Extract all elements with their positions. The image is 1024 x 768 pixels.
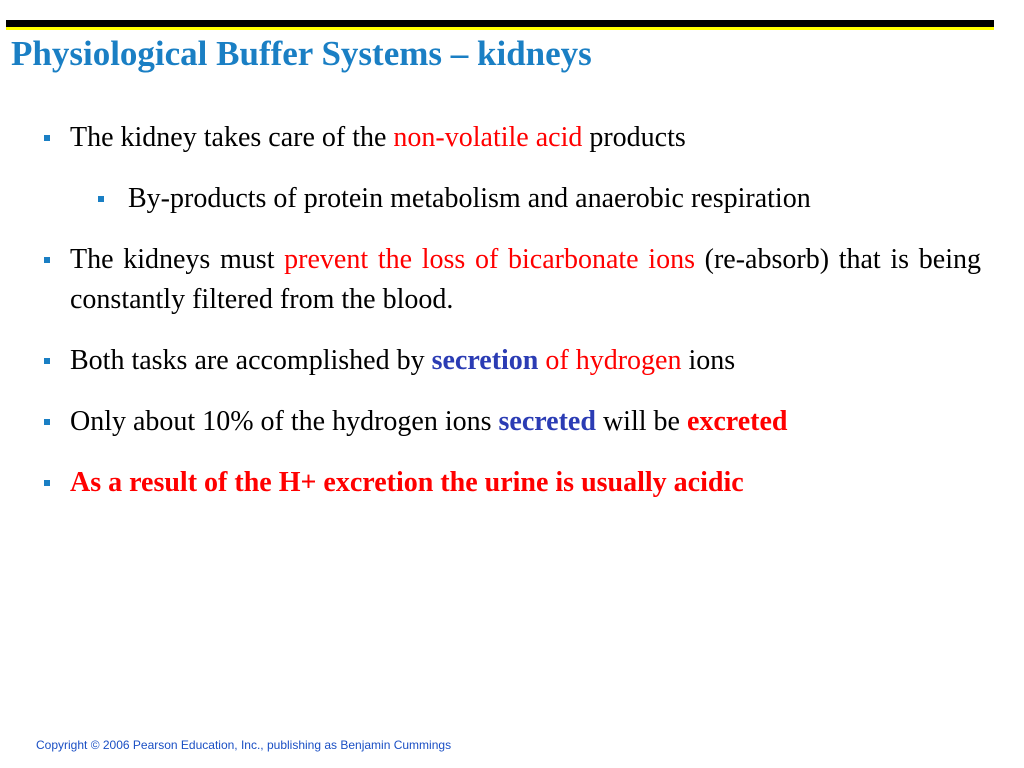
conclusion-text: As a result of the H+ excretion the urine is usually acidic — [70, 467, 744, 498]
bullet-item — [40, 341, 981, 381]
bullet-text: products — [582, 122, 686, 153]
square-bullet-icon — [98, 196, 104, 202]
copyright-footer: Copyright © 2006 Pearson Education, Inc., publishing as Benjamin Cummings — [36, 738, 452, 752]
emphasis-text: prevent the loss of bicarbonate ions — [284, 244, 695, 275]
emphasis-text: excreted — [686, 406, 788, 437]
top-rule — [6, 20, 994, 30]
bullet-item — [40, 463, 981, 503]
bullet-text: Only about 10% of the hydrogen ions — [70, 406, 499, 437]
bullet-item — [40, 240, 981, 320]
square-bullet-icon — [44, 480, 50, 486]
bullet-item — [40, 402, 981, 442]
bullet-text: ions — [681, 345, 736, 376]
emphasis-text: secretion — [431, 345, 539, 376]
square-bullet-icon — [44, 419, 50, 425]
bullet-item — [40, 118, 981, 158]
bullet-text: By-products of protein metabolism and anaerobic respiration — [128, 183, 811, 214]
square-bullet-icon — [44, 135, 50, 141]
bullet-text: The kidney takes care of the — [70, 122, 394, 153]
bullet-text: The kidneys must — [70, 244, 285, 275]
bullet-text: will be — [595, 406, 687, 437]
emphasis-text: secreted — [498, 406, 596, 437]
bullet-list — [40, 118, 981, 503]
slide-title: Physiological Buffer Systems – kidneys — [11, 34, 592, 73]
bullet-text: (re-absorb) that is being constantly filtered from the blood. — [70, 244, 981, 315]
bullet-text: Both tasks are accomplished by — [70, 345, 432, 376]
square-bullet-icon — [44, 257, 50, 263]
sub-bullet-item — [40, 179, 981, 219]
emphasis-text: non-volatile acid — [393, 122, 583, 153]
emphasis-text: of hydrogen — [538, 345, 682, 376]
square-bullet-icon — [44, 358, 50, 364]
